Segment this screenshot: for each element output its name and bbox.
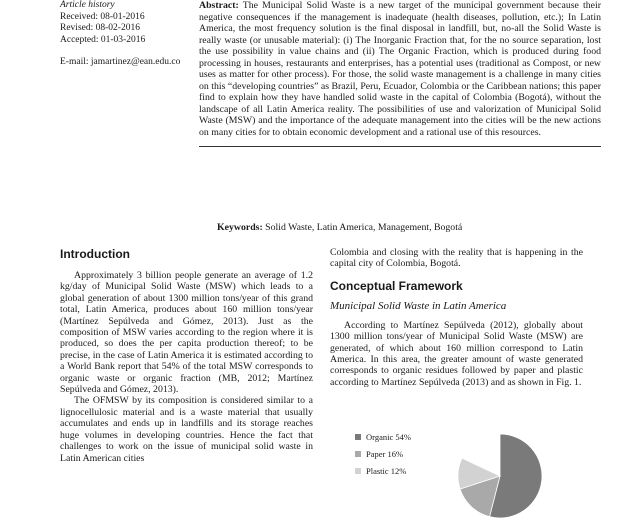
revised-date: Revised: 08-02-2016 [60,23,140,34]
author-email: E-mail: jamartinez@ean.edu.co [60,57,181,68]
right-column [330,247,583,388]
abstract-text: The Municipal Solid Waste is a new target of the municipal government because their negative consequences if the management is inadequate (health diseases, pollution, etc.); In Latin America, the most frequency solution is the final disposal in landfill, but, no-all the Solid Waste is really waste (or unusable material): (i) The Inorganic Fraction that, for the no source separation, lost the use possibility in value chains and (ii) The Organic Fraction, which is produced during food processing in houses, restaurants and enterprises, has a potential uses (traditional as Compost, or new uses as matter for other process). For those, the solid waste management is a challenge in many cities on this “developing countries” as Brazil, Peru, Ecuador, Colombia or the Caribbean nations; this paper find to explain how they have handled solid waste in the capital of Colombia (Bogotá), without the landscape of all Latin America reality. The possibilities of use and valorization of Municipal Solid Waste (MSW) and the importance of the adequate management into the cities will be the new actions on many cities for to obtain economic development and a rational use of this resources. [199,0,601,139]
legend-label: Paper 16% [366,448,404,459]
abstract-block [199,0,601,147]
accepted-date: Accepted: 01-03-2016 [60,34,146,45]
intro-paragraph-2: The OFMSW by its composition is considered similar to a lignocellulosic material and is a waste material that usually accumulates and ends up in landfills and its storage reaches huge volumes in developing countries. Hence the fact that challenges to work on the issue of municipal solid waste in Latin American cities [60,395,313,464]
abstract-label: Abstract: [199,0,239,11]
legend-swatch [355,468,361,474]
legend-entry-plastic [355,462,411,479]
intro-continuation: Colombia and closing with the reality that is happening in the capital city of Colombia, Bogotá. [330,247,583,270]
framework-paragraph-1: According to Martínez Sepúlveda (2012), globally about 1300 million tons/year of Municipal Solid Waste (MSW) are generated, of which about 160 million correspond to Latin America. In this area, the greater amount of waste generated corresponds to organic residues followed by paper and plastic according to Martínez Sepúlveda (2013) and as shown in Fig. 1. [330,319,583,388]
article-meta [60,0,190,69]
keywords-text: Solid Waste, Latin America, Management, Bogotá [262,222,463,233]
figure-1-pie-chart [355,428,615,488]
legend-swatch [355,434,361,440]
legend-label: Organic 54% [366,431,411,442]
article-history-label: Article history [60,0,115,10]
legend-swatch [355,451,361,457]
introduction-heading: Introduction [60,247,130,261]
chart-legend [355,428,411,479]
intro-paragraph-1: Approximately 3 billion people generate an average of 1.2 kg/day of Municipal Solid Waste (MSW) which leads to a global generation of about 1300 million tons/year of this grand total, Latin America, produces about 160 million tons/year (Martínez Sepúlveda and Gómez, 2013). Just as the composition of MSW varies according to the region where it is produced, so does the per capita production thereof; to be precise, in the case of Latin America it is estimated according to a World Bank report that 54% of the total MSW corresponds to organic waste or organic fraction (MB, 2012; Martínez Sepúlveda and Gómez, 2013). [60,270,313,396]
pie-chart-svg [455,428,575,528]
keywords-label: Keywords: [217,222,263,233]
keywords-line [217,222,607,233]
legend-label: Plastic 12% [366,465,407,476]
conceptual-framework-heading: Conceptual Framework [330,278,463,293]
received-date: Received: 08-01-2016 [60,11,145,22]
left-column [60,247,313,464]
legend-entry-organic [355,428,411,445]
section-subheading: Municipal Solid Waste in Latin America [330,299,507,312]
legend-entry-paper [355,445,411,462]
